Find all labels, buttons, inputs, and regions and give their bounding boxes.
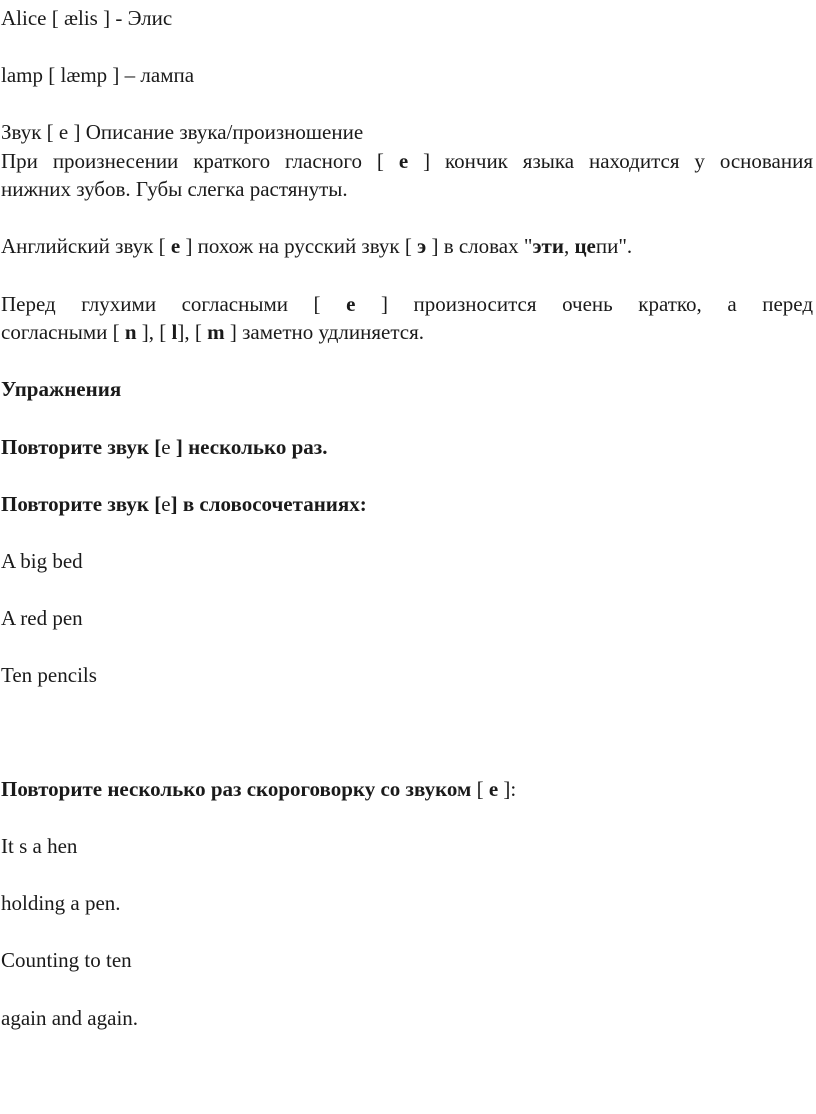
vocab-word: Alice — [1, 6, 47, 30]
sound-heading — [1, 118, 813, 146]
twister-line: holding a pen. — [1, 891, 121, 915]
vocab-transcription: [ læmp ] — [48, 63, 120, 87]
instruction-text: Повторите звук [ — [1, 435, 162, 459]
example-word-2-rest: пи — [595, 234, 619, 258]
length-text: ] заметно удлиняется. — [229, 320, 424, 344]
exercise-tongue-twister — [1, 775, 813, 803]
desc-text: ] кончик языка находится у основания — [423, 149, 813, 173]
vocab-separator: – — [124, 63, 136, 87]
russian-phoneme-symbol: э — [417, 234, 427, 258]
compare-text: Английский звук [ — [1, 234, 166, 258]
twister-line: It s a hen — [1, 834, 78, 858]
phrase-item: Ten pencils — [1, 663, 97, 687]
consonant-l: l — [171, 320, 178, 344]
exercises-title — [1, 375, 813, 403]
vocab-translation: лампа — [140, 63, 195, 87]
vocab-translation: Элис — [127, 6, 173, 30]
compare-text: , — [563, 234, 570, 258]
compare-text: ] похож на русский звук [ — [185, 234, 412, 258]
phoneme-symbol: e — [346, 292, 356, 316]
length-text: ], [ — [177, 320, 202, 344]
sound-description-line-2: нижних зубов. Губы слегка растянуты. — [1, 177, 348, 201]
twister-line: Counting to ten — [1, 948, 132, 972]
phoneme-symbol: e — [170, 234, 181, 258]
compare-text: ". — [618, 234, 633, 258]
exercise-phrases — [1, 490, 813, 518]
sound-label: Звук [ e ] — [1, 120, 81, 144]
sound-length-line-1 — [1, 290, 813, 318]
vocab-transcription: [ ælis ] — [51, 6, 111, 30]
bracket: ]: — [503, 777, 517, 801]
vocab-word: lamp — [1, 63, 43, 87]
instruction-text: Повторите звук [ — [1, 492, 162, 516]
phrase-item: A big bed — [1, 549, 83, 573]
instruction-text: Повторите несколько раз скороговорку со звуком — [1, 777, 472, 801]
example-word-2-bold: це — [574, 234, 596, 258]
sound-length-line-2 — [1, 318, 813, 346]
phoneme-symbol: e — [161, 435, 171, 459]
exercise-repeat-sound — [1, 433, 813, 461]
compare-text: ] в словах " — [431, 234, 533, 258]
length-text: согласными [ — [1, 320, 120, 344]
phrase-item: A red pen — [1, 606, 83, 630]
instruction-text: ] в словосочетаниях: — [170, 492, 367, 516]
vocab-line-alice — [1, 4, 813, 32]
length-text: ] произносится очень кратко, а перед — [380, 292, 814, 316]
exercises-title-text: Упражнения — [1, 377, 122, 401]
twister-line: again and again. — [1, 1006, 139, 1030]
length-text: ], [ — [141, 320, 167, 344]
sound-description-title: Описание звука/произношение — [85, 120, 364, 144]
desc-text: При произнесении краткого гласного [ — [1, 149, 384, 173]
length-text: Перед глухими согласными [ — [1, 292, 321, 316]
vocab-separator: - — [115, 6, 123, 30]
vocab-line-lamp — [1, 61, 813, 89]
bracket: [ — [476, 777, 484, 801]
phoneme-symbol: e — [161, 492, 171, 516]
example-word-1: эти — [532, 234, 564, 258]
consonant-n: n — [124, 320, 137, 344]
consonant-m: m — [207, 320, 225, 344]
sound-comparison — [1, 232, 813, 260]
phoneme-symbol: e — [488, 777, 499, 801]
instruction-text: ] несколько раз. — [175, 435, 328, 459]
sound-description-line-1 — [1, 147, 813, 175]
phoneme-symbol: e — [398, 149, 409, 173]
